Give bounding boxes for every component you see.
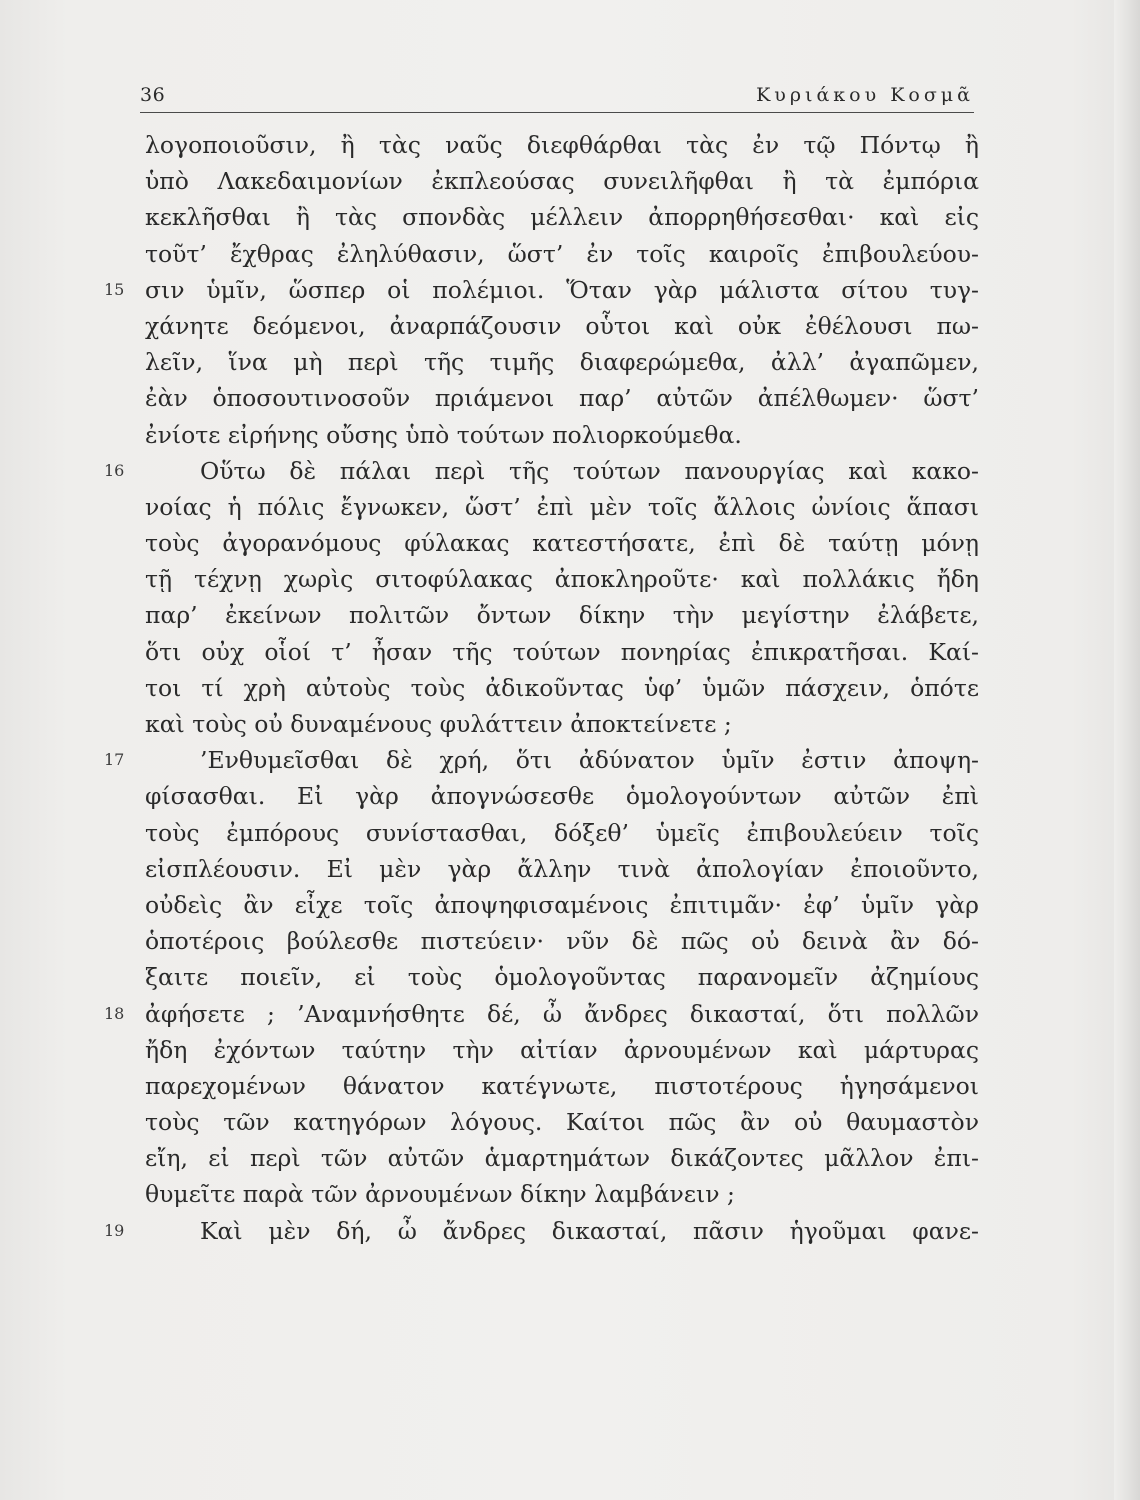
line-text: εἴη, εἰ περὶ τῶν αὐτῶν ἁμαρτημάτων δικάζοντες μᾶλλον ἐπι- — [145, 1144, 979, 1173]
text-line — [0, 887, 1140, 923]
running-head: Κυριάκου Κοσμᾶ — [756, 84, 974, 106]
line-text: λογοποιοῦσιν, ἢ τὰς ναῦς διεφθάρθαι τὰς ἐν τῷ Πόντῳ ἢ — [145, 131, 979, 159]
text-line — [0, 851, 1140, 887]
text-line — [0, 1032, 1140, 1068]
body-text — [0, 127, 1140, 1249]
text-line — [0, 670, 1140, 706]
line-text: κεκλῆσθαι ἢ τὰς σπονδὰς μέλλειν ἀπορρηθήσεσθαι· καὶ εἰς — [145, 203, 979, 232]
line-text: τοὺς τῶν κατηγόρων λόγους. Καίτοι πῶς ἂν οὐ θαυμαστὸν — [145, 1108, 979, 1137]
line-text: νοίας ἡ πόλις ἔγνωκεν, ὥστ’ ἐπὶ μὲν τοῖς ἄλλοις ὠνίοις ἅπασι — [145, 492, 979, 521]
line-text: παρ’ ἐκείνων πολιτῶν ὄντων δίκην τὴν μεγίστην ἐλάβετε, — [145, 601, 979, 630]
text-line — [0, 199, 1140, 235]
line-text: οὐδεὶς ἂν εἶχε τοῖς ἀποψηφισαμένοις ἐπιτιμᾶν· ἐφ’ ὑμῖν γὰρ — [145, 890, 979, 919]
text-line — [0, 959, 1140, 995]
section-number: 16 — [104, 460, 125, 480]
section-number: 18 — [104, 1003, 125, 1023]
line-text: εἰσπλέουσιν. Εἰ μὲν γὰρ ἄλλην τινὰ ἀπολογίαν ἐποιοῦντο, — [145, 854, 979, 883]
text-line — [0, 380, 1140, 416]
text-line — [0, 815, 1140, 851]
text-line — [0, 1068, 1140, 1104]
text-line — [0, 597, 1140, 633]
line-text: ἐνίοτε εἰρήνης οὔσης ὑπὸ τούτων πολιορκούμεθα. — [145, 420, 742, 449]
text-line — [0, 634, 1140, 670]
text-line — [0, 996, 1140, 1032]
text-line — [0, 344, 1140, 380]
page-number: 36 — [140, 84, 166, 106]
line-text: θυμεῖτε παρὰ τῶν ἀρνουμένων δίκην λαμβάνειν ; — [145, 1180, 735, 1209]
line-text: ὅτι οὐχ οἷοί τ’ ἦσαν τῆς τούτων πονηρίας ἐπικρατῆσαι. Καί- — [145, 637, 979, 666]
text-line — [0, 489, 1140, 525]
section-number: 17 — [104, 750, 125, 770]
line-text: ὁποτέροις βούλεσθε πιστεύειν· νῦν δὲ πῶς οὐ δεινὰ ἂν δό- — [145, 927, 979, 956]
line-text: καὶ τοὺς οὐ δυναμένους φυλάττειν ἀποκτείνετε ; — [145, 710, 732, 738]
line-text: ὑπὸ Λακεδαιμονίων ἐκπλεούσας συνειλῆφθαι ἢ τὰ ἐμπόρια — [145, 167, 979, 196]
line-text: σιν ὑμῖν, ὥσπερ οἱ πολέμιοι. Ὅταν γὰρ μάλιστα σίτου τυγ- — [145, 275, 979, 304]
line-text: ἀφήσετε ; ’Αναμνήσθητε δέ, ὦ ἄνδρες δικασταί, ὅτι πολλῶν — [145, 999, 979, 1028]
text-line — [0, 1140, 1140, 1176]
text-line — [0, 163, 1140, 199]
text-line — [0, 1213, 1140, 1249]
line-text: τοὺς ἀγορανόμους φύλακας κατεστήσατε, ἐπὶ δὲ ταύτῃ μόνῃ — [145, 529, 979, 558]
text-line — [0, 1104, 1140, 1140]
text-line — [0, 308, 1140, 344]
line-text: Οὕτω δὲ πάλαι περὶ τῆς τούτων πανουργίας καὶ κακο- — [200, 456, 979, 485]
line-text: τοῦτ’ ἔχθρας ἐληλύθασιν, ὥστ’ ἐν τοῖς καιροῖς ἐπιβουλεύου- — [145, 239, 979, 268]
line-text: χάνητε δεόμενοι, ἀναρπάζουσιν οὗτοι καὶ οὐκ ἐθέλουσι πω- — [145, 311, 979, 340]
text-line — [0, 417, 1140, 453]
page-header — [140, 84, 974, 113]
text-line — [0, 272, 1140, 308]
text-line — [0, 127, 1140, 163]
text-line — [0, 923, 1140, 959]
text-line — [0, 1176, 1140, 1212]
line-text: παρεχομένων θάνατον κατέγνωτε, πιστοτέρους ἡγησάμενοι — [145, 1071, 979, 1100]
line-text: τῇ τέχνῃ χωρὶς σιτοφύλακας ἀποκληροῦτε· καὶ πολλάκις ἤδη — [145, 565, 979, 594]
text-line — [0, 706, 1140, 742]
text-line — [0, 236, 1140, 272]
text-line — [0, 561, 1140, 597]
line-text: λεῖν, ἵνα μὴ περὶ τῆς τιμῆς διαφερώμεθα, ἀλλ’ ἀγαπῶμεν, — [145, 348, 979, 377]
text-line — [0, 742, 1140, 778]
line-text: φίσασθαι. Εἰ γὰρ ἀπογνώσεσθε ὁμολογούντων αὐτῶν ἐπὶ — [145, 782, 979, 811]
line-text: ’Ενθυμεῖσθαι δὲ χρή, ὅτι ἀδύνατον ὑμῖν ἐστιν ἀποψη- — [200, 746, 979, 775]
text-line — [0, 778, 1140, 814]
line-text: Καὶ μὲν δή, ὦ ἄνδρες δικασταί, πᾶσιν ἡγοῦμαι φανε- — [200, 1216, 979, 1245]
section-number: 19 — [104, 1220, 125, 1240]
line-text: ξαιτε ποιεῖν, εἰ τοὺς ὁμολογοῦντας παρανομεῖν ἀζημίους — [145, 963, 979, 992]
text-line — [0, 453, 1140, 489]
line-text: ἐὰν ὁποσουτινοσοῦν πριάμενοι παρ’ αὐτῶν ἀπέλθωμεν· ὥστ’ — [145, 384, 979, 413]
line-text: τοι τί χρὴ αὐτοὺς τοὺς ἀδικοῦντας ὑφ’ ὑμῶν πάσχειν, ὁπότε — [145, 673, 979, 702]
line-text: ἤδη ἐχόντων ταύτην τὴν αἰτίαν ἀρνουμένων καὶ μάρτυρας — [145, 1035, 979, 1064]
text-line — [0, 525, 1140, 561]
section-number: 15 — [104, 279, 125, 299]
line-text: τοὺς ἐμπόρους συνίστασθαι, δόξεθ’ ὑμεῖς ἐπιβουλεύειν τοῖς — [145, 818, 979, 847]
